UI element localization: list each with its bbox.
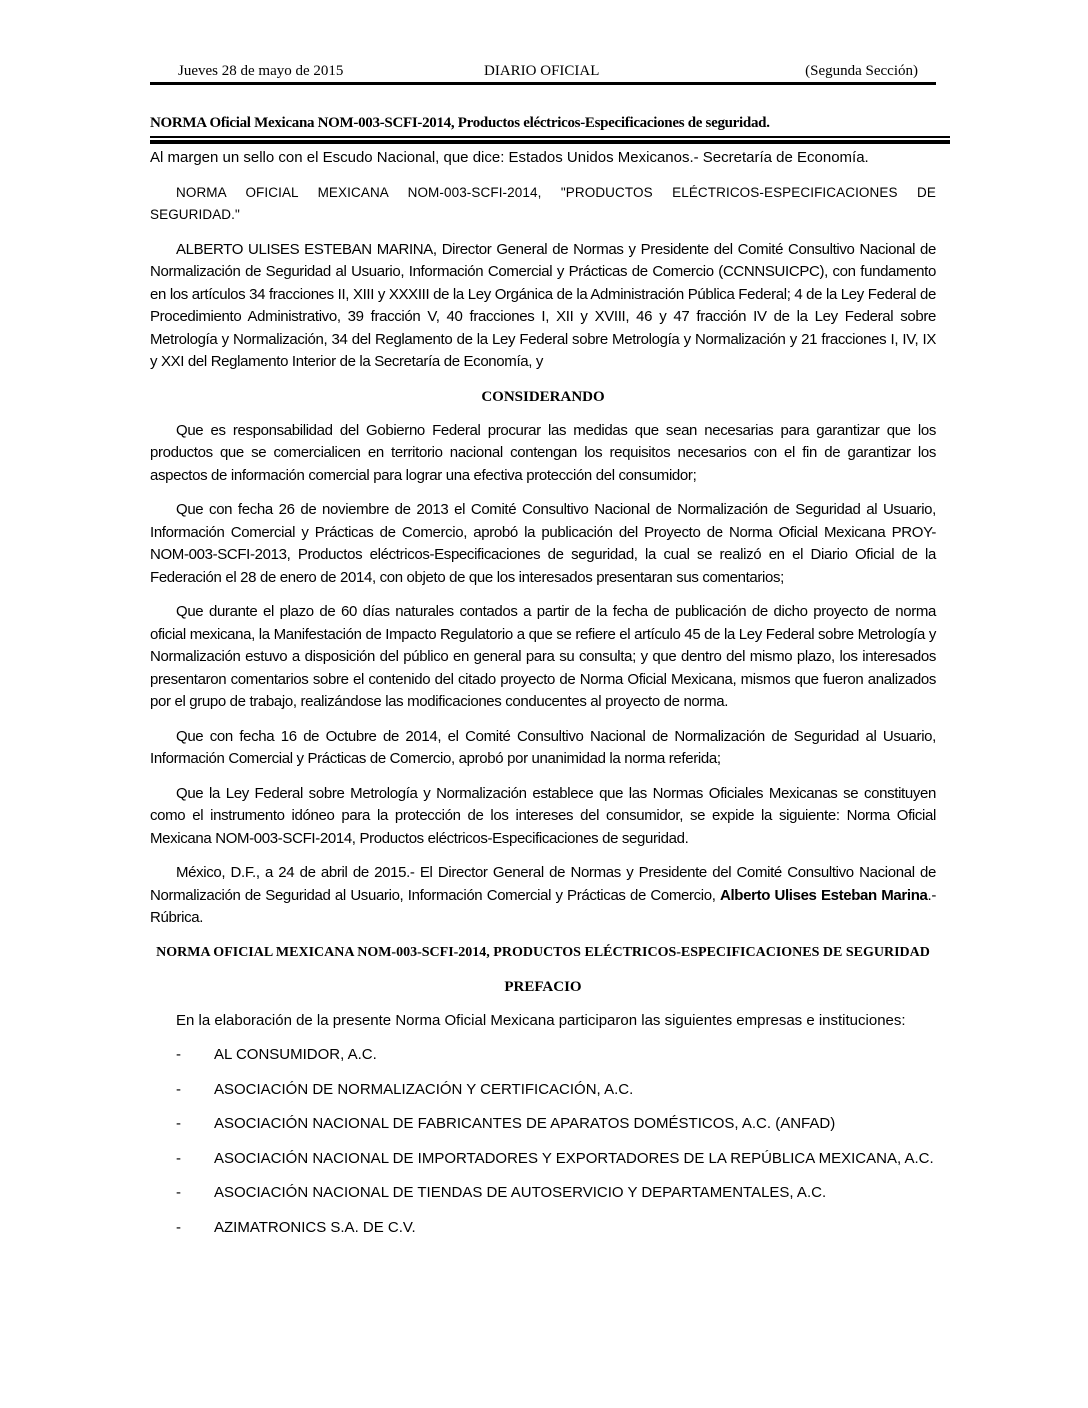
list-item [150,1182,936,1205]
document-body [150,143,936,1251]
organization-name: ASOCIACIÓN NACIONAL DE TIENDAS DE AUTOSERVICIO Y DEPARTAMENTALES, A.C. [214,1184,827,1201]
organization-name: ASOCIACIÓN DE NORMALIZACIÓN Y CERTIFICACIÓN, A.C. [214,1080,634,1098]
considerando-paragraph: Que es responsabilidad del Gobierno Federal procurar las medidas que sean necesarias para garantizar que los productos que se comercialicen en territorio nacional contengan los requisitos necesarios con el fin de garantizar los aspectos de información comercial para lograr una efectiva protección del consumidor; [150,421,936,484]
running-header [150,62,936,85]
list-item [150,1113,936,1136]
prefacio-heading: PREFACIO [504,978,582,995]
signature-text: México, D.F., a 24 de abril de 2015.- El Director General de Normas y Presidente del Comité Consultivo Nacional de Normalización de Seguridad al Usuario, Información Comercial y Prácticas de Comercio, [150,864,936,904]
organizations-list [150,1044,936,1239]
signatory-name: Alberto Ulises Esteban Marina [720,886,928,904]
norm-caps-title: NORMA OFICIAL MEXICANA NOM-003-SCFI-2014, "PRODUCTOS ELÉCTRICOS-ESPECIFICACIONES DE SEGURIDAD." [150,184,936,222]
header-date: Jueves 28 de mayo de 2015 [178,63,344,79]
header-publication: DIARIO OFICIAL [484,63,600,79]
considerando-paragraph: Que con fecha 16 de Octubre de 2014, el Comité Consultivo Nacional de Normalización de Seguridad al Usuario, Información Comercial y Prácticas de Comercio, aprobó por unanimidad la norma referida; [150,727,936,767]
considerando-paragraph: Que durante el plazo de 60 días naturales contados a partir de la fecha de publicación de dicho proyecto de norma oficial mexicana, la Manifestación de Impacto Regulatorio a que se refiere el artículo 45 de la Ley Federal sobre Metrología y Normalización estuvo a disposición del público en general para su consulta; y que dentro del mismo plazo, los interesados presentaron comentarios sobre el contenido del citado proyecto de Norma Oficial Mexicana, mismos que fueron analizados por el grupo de trabajo, realizándose las modificaciones conducentes al proyecto de norma. [150,603,936,710]
header-section: (Segunda Sección) [805,63,918,79]
signature-paragraph [150,862,936,930]
list-item [150,1079,936,1102]
norm-heading: NORMA OFICIAL MEXICANA NOM-003-SCFI-2014, PRODUCTOS ELÉCTRICOS-ESPECIFICACIONES DE SEGURIDAD [156,944,930,960]
list-item [150,1044,936,1067]
bullet-dash: - [176,1046,181,1063]
organization-name: AZIMATRONICS S.A. DE C.V. [214,1218,416,1236]
margin-note: Al margen un sello con el Escudo Nacional, que dice: Estados Unidos Mexicanos.- Secretaría de Economía. [150,149,869,166]
organization-name: ASOCIACIÓN NACIONAL DE FABRICANTES DE APARATOS DOMÉSTICOS, A.C. (ANFAD) [214,1115,836,1132]
bullet-dash: - [176,1149,181,1167]
preamble-paragraph: ALBERTO ULISES ESTEBAN MARINA, Director General de Normas y Presidente del Comité Consultivo Nacional de Normalización de Seguridad al Usuario, Información Comercial y Prácticas de Comercio (CCNNSUICPC), con fundamento en los artículos 34 fracciones II, XIII y XXXIII de la Ley Orgánica de la Administración Pública Federal; 4 de la Ley Federal de Procedimiento Administrativo, 39 fracción V, 40 fracciones I, XII y XVIII, 46 y 47 fracción IV de la Ley Federal sobre Metrología y Normalización, 34 del Reglamento de la Ley Federal sobre Metrología y Normalización y 21 fracciones I, IV, IX y XXI del Reglamento Interior de la Secretaría de Economía, y [150,240,936,370]
list-item [150,1217,936,1240]
bullet-dash: - [176,1080,181,1098]
organization-name: AL CONSUMIDOR, A.C. [214,1046,377,1063]
bullet-dash: - [176,1184,181,1201]
prefacio-intro: En la elaboración de la presente Norma Oficial Mexicana participaron las siguientes empresas e instituciones: [176,1011,906,1029]
signature-suffix: .- Rúbrica. [150,886,936,926]
bullet-dash: - [176,1115,181,1132]
decree-title: NORMA Oficial Mexicana NOM-003-SCFI-2014, Productos eléctricos-Especificaciones de seguridad. [150,115,770,131]
list-item [150,1148,936,1171]
bullet-dash: - [176,1218,181,1236]
considerando-paragraph: Que con fecha 26 de noviembre de 2013 el Comité Consultivo Nacional de Normalización de Seguridad al Usuario, Información Comercial y Prácticas de Comercio, aprobó la publicación del Proyecto de Norma Oficial Mexicana PROY-NOM-003-SCFI-2013, Productos eléctricos-Especificaciones de seguridad, la cual se realizó en el Diario Oficial de la Federación el 28 de enero de 2014, con objeto de que los interesados presentaran sus comentarios; [150,501,936,586]
considerando-paragraph: Que la Ley Federal sobre Metrología y Normalización establece que las Normas Oficiales Mexicanas se constituyen como el instrumento idóneo para la protección de los intereses del consumidor, se expide la siguiente: Norma Oficial Mexicana NOM-003-SCFI-2014, Productos eléctricos-Especificaciones de seguridad. [150,784,936,847]
considerando-heading: CONSIDERANDO [481,388,605,405]
organization-name: ASOCIACIÓN NACIONAL DE IMPORTADORES Y EXPORTADORES DE LA REPÚBLICA MEXICANA, A.C. [214,1149,934,1167]
